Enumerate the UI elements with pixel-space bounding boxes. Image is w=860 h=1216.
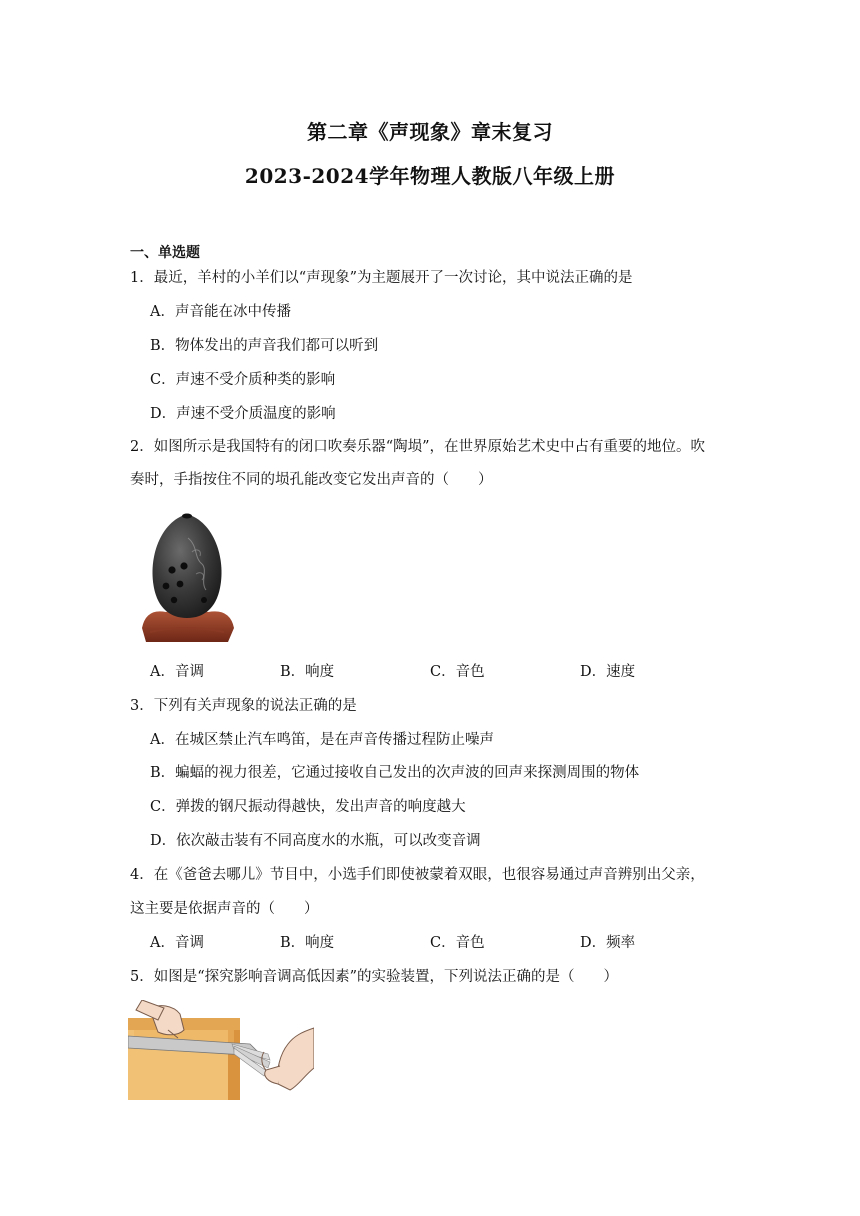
question-4-stem-line2: 这主要是依据声音的（ ）: [130, 901, 319, 917]
doc-title: 第二章《声现象》章末复习: [307, 120, 553, 144]
question-3-option-c: C．弹拨的钢尺振动得越快，发出声音的响度越大: [150, 799, 466, 815]
question-4-option-c: C．音色: [430, 935, 485, 951]
question-2-option-b: B．响度: [280, 664, 335, 680]
question-1-option-a: A．声音能在冰中传播: [150, 304, 291, 320]
question-2-option-a: A．音调: [150, 664, 204, 680]
question-1-option-b: B．物体发出的声音我们都可以听到: [150, 338, 379, 354]
doc-subtitle: 2023-2024学年物理人教版八年级上册: [244, 164, 616, 188]
question-4-option-a: A．音调: [150, 935, 204, 951]
section-heading: 一、单选题: [130, 245, 200, 261]
question-2-option-d: D．速度: [580, 664, 636, 680]
question-4-option-b: B．响度: [280, 935, 335, 951]
question-4-stem-line1: 4．在《爸爸去哪儿》节目中，小选手们即使被蒙着双眼，也很容易通过声音辨别出父亲，: [130, 867, 705, 883]
question-5-stem: 5．如图是“探究影响音调高低因素”的实验装置，下列说法正确的是（ ）: [130, 969, 619, 985]
question-4-option-d: D．频率: [580, 935, 636, 951]
question-3-option-b: B．蝙蝠的视力很差，它通过接收自己发出的次声波的回声来探测周围的物体: [150, 765, 640, 781]
question-2-option-c: C．音色: [430, 664, 485, 680]
xun-instrument-image: [136, 508, 238, 648]
question-3-stem: 3．下列有关声现象的说法正确的是: [130, 698, 357, 714]
question-2-stem-line1: 2．如图所示是我国特有的闭口吹奏乐器“陶埙”，在世界原始艺术史中占有重要的地位。吹: [130, 439, 706, 455]
question-1-stem: 1．最近，羊村的小羊们以“声现象”为主题展开了一次讨论，其中说法正确的是: [130, 270, 633, 286]
question-1-option-d: D．声速不受介质温度的影响: [150, 406, 336, 422]
question-3-option-a: A．在城区禁止汽车鸣笛，是在声音传播过程防止噪声: [150, 732, 494, 748]
question-2-stem-line2: 奏时，手指按住不同的埙孔能改变它发出声音的（ ）: [130, 472, 493, 488]
question-3-option-d: D．依次敲击装有不同高度水的水瓶，可以改变音调: [150, 833, 481, 849]
question-1-option-c: C．声速不受介质种类的影响: [150, 372, 336, 388]
ruler-experiment-image: [128, 1000, 314, 1100]
